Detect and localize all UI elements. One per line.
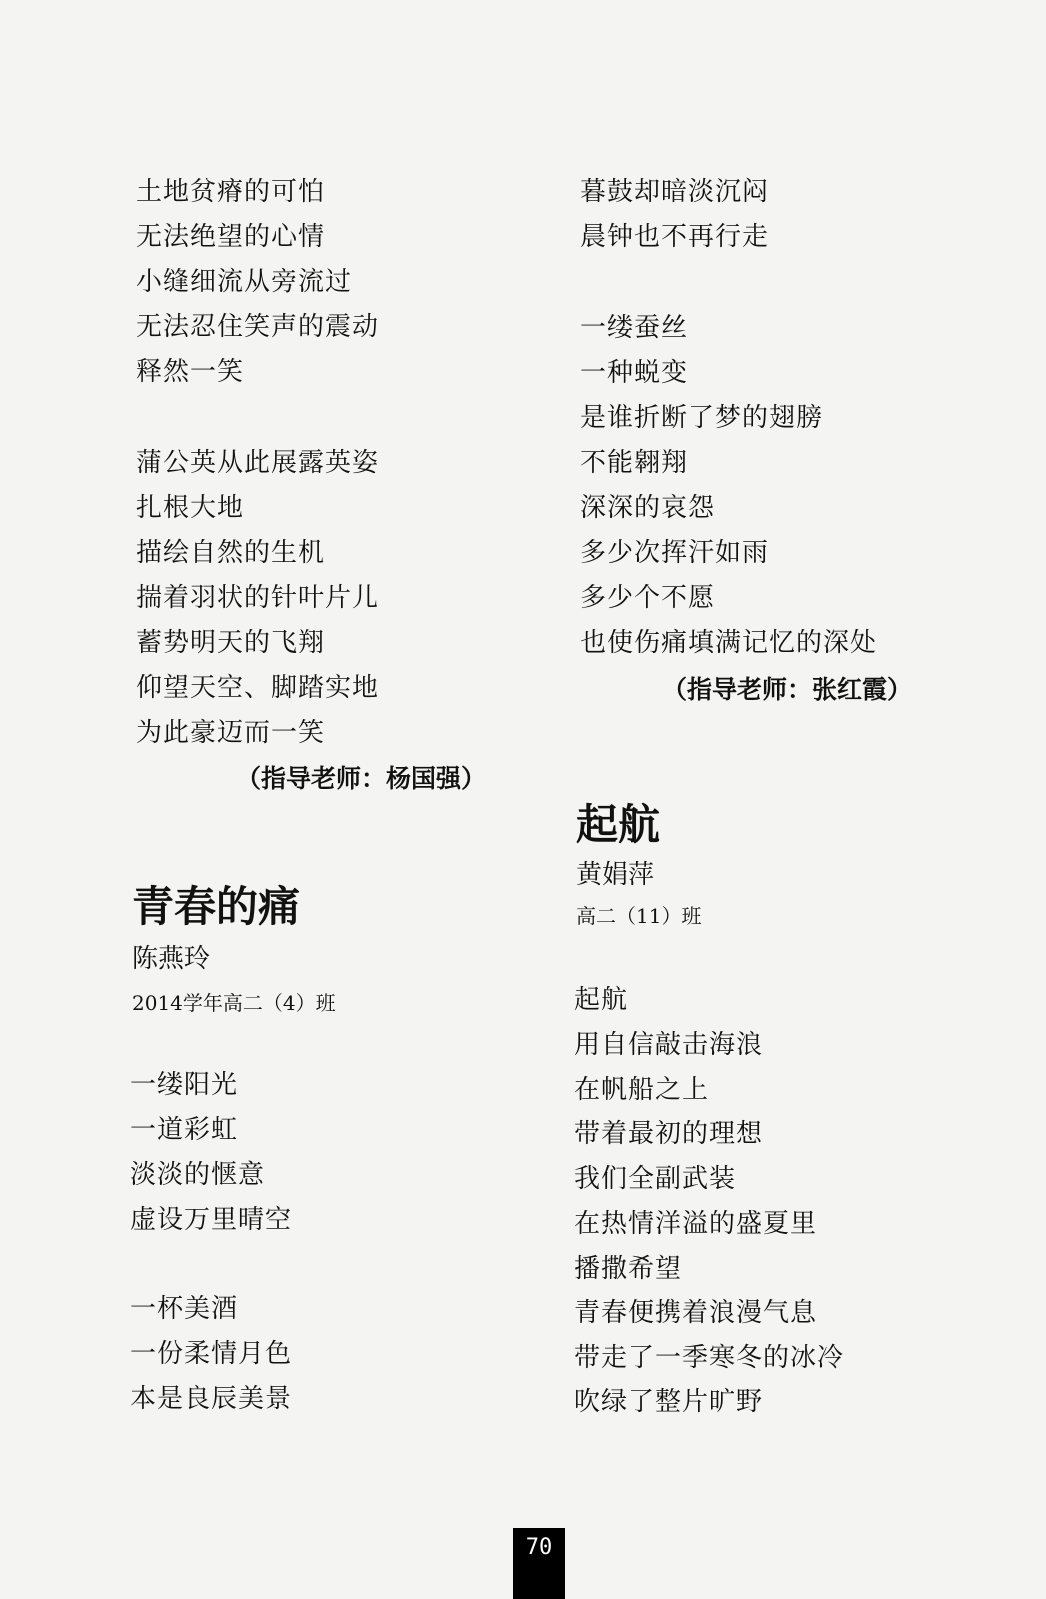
poem-line: 深深的哀怨 (580, 493, 716, 523)
poem-title: 起航 (576, 800, 661, 849)
poem-line: 蓄势明天的飞翔 (136, 628, 326, 658)
poem-line: 无法绝望的心情 (136, 222, 326, 252)
poem-author: 陈燕玲 (132, 944, 211, 974)
poem-line: 不能翱翔 (580, 448, 689, 478)
advisor-credit: （指导老师：杨国强） (236, 764, 487, 793)
poem-line: 蒲公英从此展露英姿 (136, 448, 380, 478)
poem-line: 也使伤痛填满记忆的深处 (580, 628, 878, 658)
poem-line: 一杯美酒 (130, 1294, 239, 1324)
poem-line: 带着最初的理想 (574, 1119, 764, 1149)
poem-line: 扎根大地 (136, 493, 245, 523)
poem-line: 本是良辰美景 (130, 1384, 293, 1414)
poem-line: 一份柔情月色 (130, 1339, 293, 1369)
poem-line: 多少次挥汗如雨 (580, 538, 770, 568)
poem-line: 是谁折断了梦的翅膀 (580, 403, 824, 433)
poem-line: 土地贫瘠的可怕 (136, 177, 326, 207)
poem-line: 播撒希望 (574, 1254, 683, 1284)
poem-class: 高二（11）班 (576, 904, 702, 928)
poem-line: 虚设万里晴空 (130, 1205, 293, 1235)
poem-line: 揣着羽状的针叶片儿 (136, 583, 380, 613)
poem-line: 仰望天空、脚踏实地 (136, 673, 380, 703)
poem-author: 黄娟萍 (576, 860, 655, 890)
poem-line: 一种蜕变 (580, 358, 689, 388)
poem-line: 暮鼓却暗淡沉闷 (580, 177, 770, 207)
poem-line: 一道彩虹 (130, 1115, 239, 1145)
poem-line: 晨钟也不再行走 (580, 222, 770, 252)
poem-line: 描绘自然的生机 (136, 538, 326, 568)
poem-line: 青春便携着浪漫气息 (574, 1298, 818, 1328)
poem-class: 2014学年高二（4）班 (132, 991, 336, 1015)
poem-line: 带走了一季寒冬的冰冷 (574, 1343, 845, 1373)
poem-line: 在热情洋溢的盛夏里 (574, 1209, 818, 1239)
poem-line: 小缝细流从旁流过 (136, 267, 353, 297)
poem-line: 多少个不愿 (580, 583, 716, 613)
poem-line: 起航 (574, 985, 629, 1015)
poem-line: 我们全副武装 (574, 1164, 737, 1194)
page-number: 70 (513, 1528, 565, 1599)
poem-line: 淡淡的惬意 (130, 1160, 266, 1190)
poem-line: 吹绿了整片旷野 (574, 1387, 764, 1417)
poem-line: 释然一笑 (136, 357, 245, 387)
poem-line: 无法忍住笑声的震动 (136, 312, 380, 342)
poem-title: 青春的痛 (132, 882, 301, 931)
poem-line: 一缕阳光 (130, 1070, 239, 1100)
poem-line: 用自信敲击海浪 (574, 1030, 764, 1060)
poem-line: 为此豪迈而一笑 (136, 718, 326, 748)
poem-line: 在帆船之上 (574, 1075, 710, 1105)
poem-line: 一缕蚕丝 (580, 313, 689, 343)
advisor-credit: （指导老师：张红霞） (662, 675, 913, 704)
